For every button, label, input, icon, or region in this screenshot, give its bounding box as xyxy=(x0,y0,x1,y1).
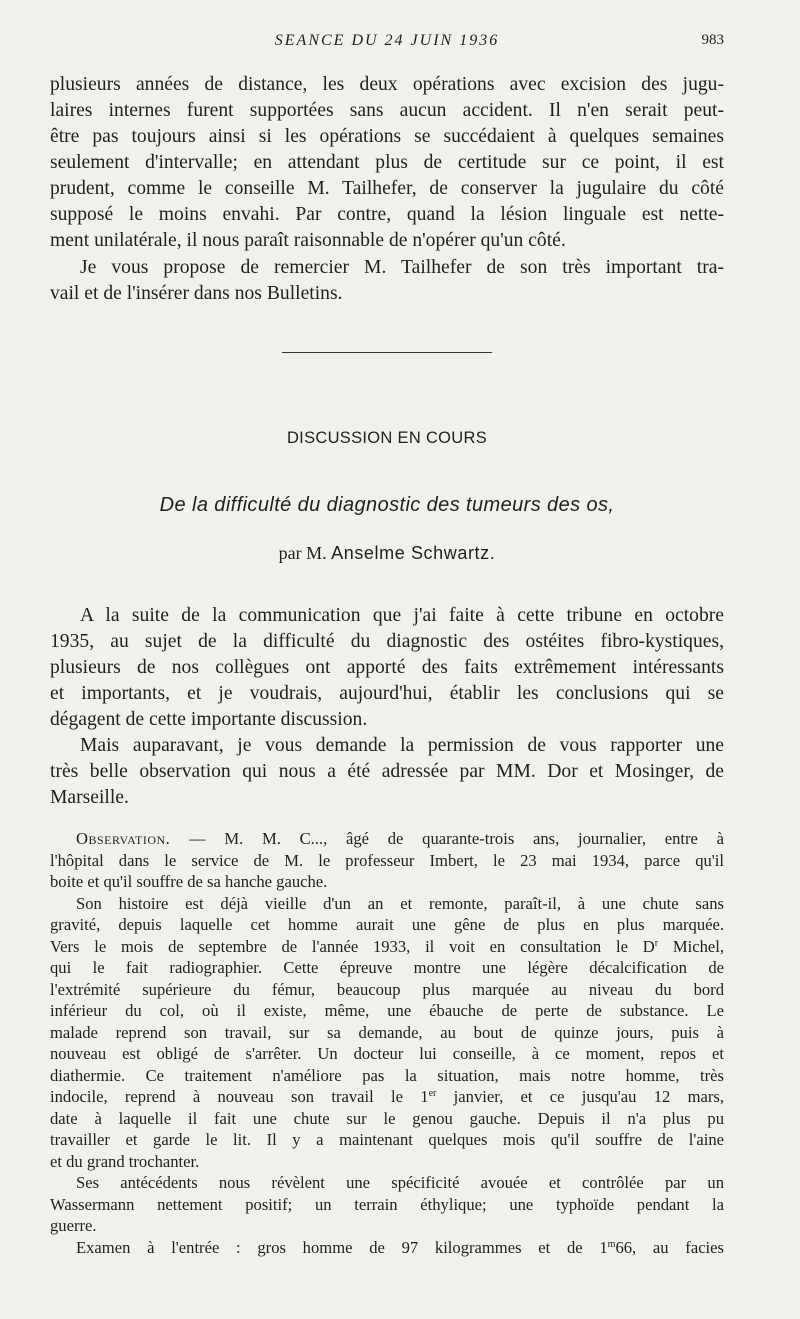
body-paragraph-1 xyxy=(50,603,724,733)
text-line: qui le fait radiographier. Cette épreuve montre une légère décalcification de xyxy=(50,958,724,977)
intro-paragraph-2 xyxy=(50,255,724,307)
byline xyxy=(50,543,724,564)
page-header xyxy=(50,32,724,52)
running-title: SEANCE DU 24 JUIN 1936 xyxy=(274,32,500,49)
text-line: laires internes furent supportées sans aucun accident. Il n'en serait peut- xyxy=(50,100,724,121)
text-line xyxy=(50,828,724,850)
observation-label: Observation. xyxy=(76,829,171,848)
section-heading: DISCUSSION EN COURS xyxy=(286,429,488,447)
text-line: dégagent de cette importante discussion. xyxy=(50,709,368,730)
text-line: Wassermann nettement positif; un terrain éthylique; une typhoïde pendant la xyxy=(50,1194,724,1214)
text-line: Je vous propose de remercier M. Tailhefer de son très important tra- xyxy=(80,257,724,278)
text-line: ment unilatérale, il nous paraît raisonnable de n'opérer qu'un côté. xyxy=(50,230,566,251)
text-line: Son histoire est déjà vieille d'un an et remonte, paraît-il, à une chute sans xyxy=(76,893,724,913)
text-line: supposé le moins envahi. Par contre, quand la lésion linguale est nette- xyxy=(50,204,724,225)
text-line: et du grand trochanter. xyxy=(50,1151,200,1171)
author-name: Anselme Schwartz. xyxy=(331,543,496,563)
text-line: et importants, et je voudrais, aujourd'hui, établir les conclusions qui se xyxy=(50,683,724,704)
text-line: gravité, depuis laquelle cet homme aurait une gêne de plus en plus marquée. xyxy=(50,915,724,934)
body-paragraph-2 xyxy=(50,733,724,811)
text-line: être pas toujours ainsi si les opérations se succédaient à quelques semaines xyxy=(50,126,724,147)
text-line: malade reprend son travail, sur sa demande, au bout de quinze jours, puis à xyxy=(50,1022,724,1042)
text-line xyxy=(50,1086,724,1108)
text-run: Examen à l'entrée : gros homme de 97 kilogrammes et de 1 xyxy=(76,1237,608,1257)
observation-block xyxy=(50,828,724,1258)
superscript: m xyxy=(607,1238,616,1250)
text-line: date à laquelle il fait une chute sur le genou gauche. Depuis il n'a plus pu xyxy=(50,1108,724,1128)
byline-prefix: par M. xyxy=(278,543,327,563)
text-line xyxy=(50,936,724,958)
page-number: 983 xyxy=(701,32,724,48)
text-line: nouveau est obligé de s'arrêter. Un docteur lui conseille, à ce moment, repos et xyxy=(50,1044,724,1063)
text-line: l'hôpital dans le service de M. le professeur Imbert, le 23 mai 1934, parce qu'il xyxy=(50,850,724,870)
section-divider xyxy=(282,352,492,353)
text-run: Michel, xyxy=(658,936,724,956)
text-line: plusieurs années de distance, les deux opérations avec excision des jugu- xyxy=(50,74,724,95)
text-line: vail et de l'insérer dans nos Bulletins. xyxy=(50,283,343,304)
text-line: travailler et garde le lit. Il y a maintenant quelques mois qu'il souffre de l'aine xyxy=(50,1130,724,1149)
text-line: Mais auparavant, je vous demande la permission de vous rapporter une xyxy=(80,735,724,756)
text-line: prudent, comme le conseille M. Tailhefer, de conserver la jugulaire du côté xyxy=(50,178,724,199)
text-line: 1935, au sujet de la difficulté du diagnostic des ostéites fibro-kystiques, xyxy=(50,631,724,652)
text-run: Vers le mois de septembre de l'année 1933, il voit en consultation le D xyxy=(50,936,655,956)
article-title: De la difficulté du diagnostic des tumeurs des os, xyxy=(159,494,615,516)
text-line: Marseille. xyxy=(50,787,129,808)
text-line: Ses antécédents nous révèlent une spécificité avouée et contrôlée par un xyxy=(76,1173,724,1192)
text-run: — M. M. C..., âgé de quarante-trois ans, journalier, entre à xyxy=(170,829,724,848)
text-run: indocile, reprend à nouveau son travail le 1 xyxy=(50,1087,429,1106)
text-line: diathermie. Ce traitement n'améliore pas la situation, mais notre homme, très xyxy=(50,1065,724,1085)
text-line: l'extrémité supérieure du fémur, beaucoup plus marquée au niveau du bord xyxy=(50,979,724,999)
text-line: plusieurs de nos collègues ont apporté des faits extrêmement intéressants xyxy=(50,657,724,678)
superscript: r xyxy=(654,937,659,949)
superscript: er xyxy=(428,1088,437,1099)
text-run: 66, au facies xyxy=(615,1237,724,1257)
text-line xyxy=(50,1237,724,1259)
text-line: boite et qu'il souffre de sa hanche gauche. xyxy=(50,872,328,891)
text-line: seulement d'intervalle; en attendant plus de certitude sur ce point, il est xyxy=(50,152,724,173)
text-run: janvier, et ce jusqu'au 12 mars, xyxy=(436,1087,724,1106)
intro-paragraph-1 xyxy=(50,72,724,254)
text-line: inférieur du col, où il existe, même, une ébauche de perte de substance. Le xyxy=(50,1001,724,1020)
text-line: guerre. xyxy=(50,1216,97,1235)
text-line: très belle observation qui nous a été adressée par MM. Dor et Mosinger, de xyxy=(50,761,724,782)
text-line: A la suite de la communication que j'ai faite à cette tribune en octobre xyxy=(80,605,724,626)
